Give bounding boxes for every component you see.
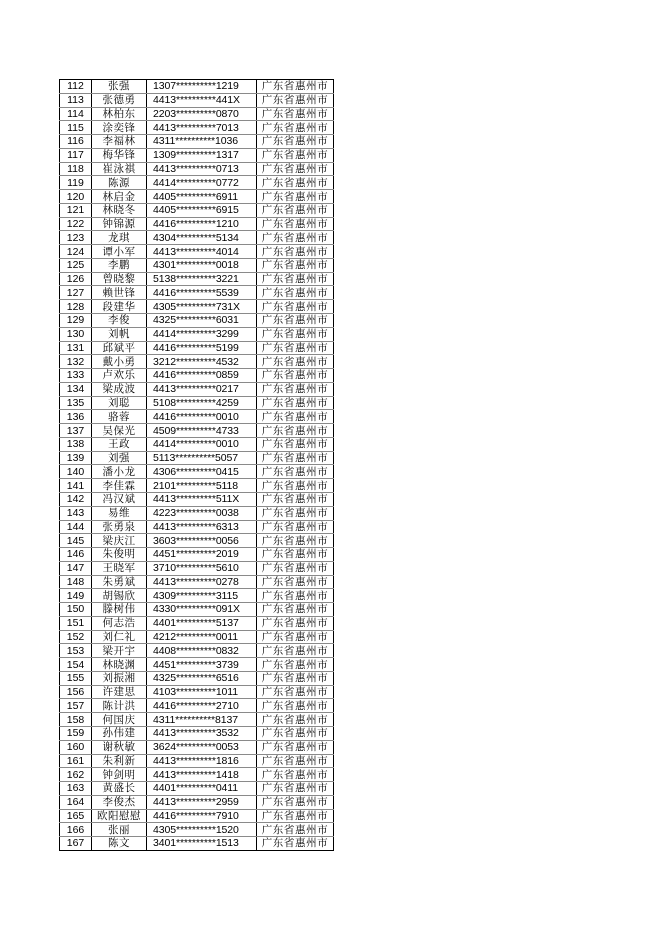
row-number-cell: 118 [60, 162, 92, 176]
id-number-cell: 4311**********8137 [147, 713, 257, 727]
address-cell: 广东省惠州市 [257, 658, 334, 672]
id-number-cell: 4325**********6031 [147, 314, 257, 328]
person-name-cell: 钟锦源 [92, 217, 147, 231]
table-row [60, 203, 334, 217]
table-row [60, 479, 334, 493]
person-name-cell: 李福林 [92, 135, 147, 149]
row-number-cell: 144 [60, 520, 92, 534]
person-name-cell: 李佳霖 [92, 479, 147, 493]
row-number-cell: 164 [60, 795, 92, 809]
address-cell: 广东省惠州市 [257, 382, 334, 396]
person-name-cell: 何志浩 [92, 616, 147, 630]
table-row [60, 699, 334, 713]
table-row [60, 740, 334, 754]
table-row [60, 272, 334, 286]
id-number-cell: 4401**********5137 [147, 616, 257, 630]
row-number-cell: 159 [60, 726, 92, 740]
address-cell: 广东省惠州市 [257, 726, 334, 740]
table-row [60, 176, 334, 190]
address-cell: 广东省惠州市 [257, 203, 334, 217]
address-cell: 广东省惠州市 [257, 231, 334, 245]
address-cell: 广东省惠州市 [257, 795, 334, 809]
id-number-cell: 4401**********0411 [147, 782, 257, 796]
table-row [60, 437, 334, 451]
person-name-cell: 梁成波 [92, 382, 147, 396]
row-number-cell: 153 [60, 644, 92, 658]
id-number-cell: 4416**********2710 [147, 699, 257, 713]
row-number-cell: 113 [60, 93, 92, 107]
address-cell: 广东省惠州市 [257, 479, 334, 493]
table-row [60, 135, 334, 149]
id-number-cell: 4413**********441X [147, 93, 257, 107]
address-cell: 广东省惠州市 [257, 190, 334, 204]
id-number-cell: 4408**********0832 [147, 644, 257, 658]
id-number-cell: 4413**********511X [147, 492, 257, 506]
table-row [60, 671, 334, 685]
person-name-cell: 张强 [92, 80, 147, 94]
address-cell: 广东省惠州市 [257, 396, 334, 410]
person-name-cell: 涂奕锋 [92, 121, 147, 135]
table-row [60, 107, 334, 121]
id-number-cell: 4103**********1011 [147, 685, 257, 699]
row-number-cell: 161 [60, 754, 92, 768]
id-number-cell: 4413**********1816 [147, 754, 257, 768]
table-row [60, 327, 334, 341]
roster-table-body [60, 80, 334, 851]
address-cell: 广东省惠州市 [257, 616, 334, 630]
table-row [60, 644, 334, 658]
row-number-cell: 121 [60, 203, 92, 217]
id-number-cell: 4509**********4733 [147, 424, 257, 438]
person-name-cell: 邱斌平 [92, 341, 147, 355]
row-number-cell: 157 [60, 699, 92, 713]
table-row [60, 355, 334, 369]
id-number-cell: 4311**********1036 [147, 135, 257, 149]
id-number-cell: 4416**********7910 [147, 809, 257, 823]
table-row [60, 589, 334, 603]
id-number-cell: 4416**********1210 [147, 217, 257, 231]
person-name-cell: 李俊杰 [92, 795, 147, 809]
table-row [60, 548, 334, 562]
person-name-cell: 朱勇斌 [92, 575, 147, 589]
id-number-cell: 2203**********0870 [147, 107, 257, 121]
table-row [60, 754, 334, 768]
address-cell: 广东省惠州市 [257, 451, 334, 465]
address-cell: 广东省惠州市 [257, 93, 334, 107]
address-cell: 广东省惠州市 [257, 286, 334, 300]
address-cell: 广东省惠州市 [257, 300, 334, 314]
table-row [60, 630, 334, 644]
id-number-cell: 4416**********0859 [147, 369, 257, 383]
row-number-cell: 151 [60, 616, 92, 630]
id-number-cell: 5138**********3221 [147, 272, 257, 286]
person-name-cell: 崔泳祺 [92, 162, 147, 176]
id-number-cell: 4413**********1418 [147, 768, 257, 782]
address-cell: 广东省惠州市 [257, 809, 334, 823]
person-name-cell: 刘振湘 [92, 671, 147, 685]
person-name-cell: 刘帆 [92, 327, 147, 341]
id-number-cell: 4413**********2959 [147, 795, 257, 809]
person-name-cell: 刘仁礼 [92, 630, 147, 644]
table-row [60, 451, 334, 465]
address-cell: 广东省惠州市 [257, 272, 334, 286]
address-cell: 广东省惠州市 [257, 575, 334, 589]
address-cell: 广东省惠州市 [257, 506, 334, 520]
address-cell: 广东省惠州市 [257, 217, 334, 231]
table-row [60, 603, 334, 617]
id-number-cell: 5113**********5057 [147, 451, 257, 465]
table-row [60, 93, 334, 107]
row-number-cell: 129 [60, 314, 92, 328]
person-name-cell: 吴保光 [92, 424, 147, 438]
id-number-cell: 2101**********5118 [147, 479, 257, 493]
table-row [60, 768, 334, 782]
person-name-cell: 滕树伟 [92, 603, 147, 617]
row-number-cell: 115 [60, 121, 92, 135]
person-name-cell: 何国庆 [92, 713, 147, 727]
address-cell: 广东省惠州市 [257, 162, 334, 176]
id-number-cell: 4416**********5199 [147, 341, 257, 355]
id-number-cell: 4325**********6516 [147, 671, 257, 685]
address-cell: 广东省惠州市 [257, 465, 334, 479]
row-number-cell: 128 [60, 300, 92, 314]
row-number-cell: 116 [60, 135, 92, 149]
id-number-cell: 4451**********3739 [147, 658, 257, 672]
address-cell: 广东省惠州市 [257, 837, 334, 851]
person-name-cell: 刘强 [92, 451, 147, 465]
address-cell: 广东省惠州市 [257, 369, 334, 383]
row-number-cell: 132 [60, 355, 92, 369]
person-name-cell: 骆蓉 [92, 410, 147, 424]
address-cell: 广东省惠州市 [257, 176, 334, 190]
id-number-cell: 4416**********0010 [147, 410, 257, 424]
person-name-cell: 王晓军 [92, 561, 147, 575]
row-number-cell: 119 [60, 176, 92, 190]
person-name-cell: 陈计洪 [92, 699, 147, 713]
table-row [60, 520, 334, 534]
address-cell: 广东省惠州市 [257, 685, 334, 699]
row-number-cell: 134 [60, 382, 92, 396]
row-number-cell: 117 [60, 148, 92, 162]
address-cell: 广东省惠州市 [257, 740, 334, 754]
address-cell: 广东省惠州市 [257, 699, 334, 713]
table-row [60, 286, 334, 300]
person-name-cell: 梁庆江 [92, 534, 147, 548]
person-name-cell: 谢秋敏 [92, 740, 147, 754]
table-row [60, 809, 334, 823]
row-number-cell: 166 [60, 823, 92, 837]
person-name-cell: 卢欢乐 [92, 369, 147, 383]
person-name-cell: 林晓渊 [92, 658, 147, 672]
row-number-cell: 162 [60, 768, 92, 782]
table-row [60, 726, 334, 740]
row-number-cell: 127 [60, 286, 92, 300]
id-number-cell: 4413**********0713 [147, 162, 257, 176]
person-name-cell: 李俊 [92, 314, 147, 328]
person-name-cell: 林晓冬 [92, 203, 147, 217]
person-name-cell: 林柏东 [92, 107, 147, 121]
address-cell: 广东省惠州市 [257, 548, 334, 562]
person-name-cell: 戴小勇 [92, 355, 147, 369]
id-number-cell: 4305**********731X [147, 300, 257, 314]
address-cell: 广东省惠州市 [257, 768, 334, 782]
table-row [60, 341, 334, 355]
row-number-cell: 143 [60, 506, 92, 520]
address-cell: 广东省惠州市 [257, 823, 334, 837]
row-number-cell: 123 [60, 231, 92, 245]
id-number-cell: 4223**********0038 [147, 506, 257, 520]
id-number-cell: 4301**********0018 [147, 258, 257, 272]
row-number-cell: 142 [60, 492, 92, 506]
id-number-cell: 4413**********0217 [147, 382, 257, 396]
row-number-cell: 141 [60, 479, 92, 493]
table-row [60, 506, 334, 520]
id-number-cell: 4304**********5134 [147, 231, 257, 245]
row-number-cell: 131 [60, 341, 92, 355]
address-cell: 广东省惠州市 [257, 355, 334, 369]
row-number-cell: 124 [60, 245, 92, 259]
person-name-cell: 胡锡欣 [92, 589, 147, 603]
address-cell: 广东省惠州市 [257, 327, 334, 341]
id-number-cell: 4413**********0278 [147, 575, 257, 589]
address-cell: 广东省惠州市 [257, 107, 334, 121]
table-row [60, 80, 334, 94]
row-number-cell: 112 [60, 80, 92, 94]
person-name-cell: 张丽 [92, 823, 147, 837]
table-row [60, 217, 334, 231]
person-name-cell: 孙伟建 [92, 726, 147, 740]
table-row [60, 148, 334, 162]
id-number-cell: 4414**********0772 [147, 176, 257, 190]
person-name-cell: 易维 [92, 506, 147, 520]
table-row [60, 575, 334, 589]
address-cell: 广东省惠州市 [257, 341, 334, 355]
id-number-cell: 4414**********3299 [147, 327, 257, 341]
person-name-cell: 朱利新 [92, 754, 147, 768]
roster-table [59, 79, 334, 851]
person-name-cell: 许建思 [92, 685, 147, 699]
row-number-cell: 137 [60, 424, 92, 438]
row-number-cell: 130 [60, 327, 92, 341]
person-name-cell: 冯汉斌 [92, 492, 147, 506]
table-row [60, 162, 334, 176]
table-row [60, 561, 334, 575]
table-row [60, 658, 334, 672]
person-name-cell: 刘聪 [92, 396, 147, 410]
address-cell: 广东省惠州市 [257, 713, 334, 727]
row-number-cell: 125 [60, 258, 92, 272]
row-number-cell: 167 [60, 837, 92, 851]
row-number-cell: 133 [60, 369, 92, 383]
row-number-cell: 135 [60, 396, 92, 410]
table-row [60, 231, 334, 245]
id-number-cell: 3401**********1513 [147, 837, 257, 851]
address-cell: 广东省惠州市 [257, 630, 334, 644]
address-cell: 广东省惠州市 [257, 671, 334, 685]
address-cell: 广东省惠州市 [257, 245, 334, 259]
id-number-cell: 3603**********0056 [147, 534, 257, 548]
id-number-cell: 1307**********1219 [147, 80, 257, 94]
row-number-cell: 136 [60, 410, 92, 424]
address-cell: 广东省惠州市 [257, 520, 334, 534]
address-cell: 广东省惠州市 [257, 258, 334, 272]
table-row [60, 382, 334, 396]
id-number-cell: 4405**********6911 [147, 190, 257, 204]
person-name-cell: 李鹏 [92, 258, 147, 272]
row-number-cell: 138 [60, 437, 92, 451]
row-number-cell: 140 [60, 465, 92, 479]
id-number-cell: 4414**********0010 [147, 437, 257, 451]
row-number-cell: 147 [60, 561, 92, 575]
table-row [60, 713, 334, 727]
row-number-cell: 145 [60, 534, 92, 548]
row-number-cell: 114 [60, 107, 92, 121]
address-cell: 广东省惠州市 [257, 534, 334, 548]
row-number-cell: 156 [60, 685, 92, 699]
table-row [60, 795, 334, 809]
table-row [60, 837, 334, 851]
table-row [60, 245, 334, 259]
table-row [60, 782, 334, 796]
person-name-cell: 梁开宇 [92, 644, 147, 658]
person-name-cell: 曾晓黎 [92, 272, 147, 286]
table-row [60, 685, 334, 699]
person-name-cell: 龙琪 [92, 231, 147, 245]
person-name-cell: 梅华锋 [92, 148, 147, 162]
row-number-cell: 165 [60, 809, 92, 823]
table-row [60, 424, 334, 438]
person-name-cell: 欧阳慰慰 [92, 809, 147, 823]
id-number-cell: 4451**********2019 [147, 548, 257, 562]
row-number-cell: 154 [60, 658, 92, 672]
table-row [60, 300, 334, 314]
address-cell: 广东省惠州市 [257, 148, 334, 162]
id-number-cell: 4305**********1520 [147, 823, 257, 837]
address-cell: 广东省惠州市 [257, 410, 334, 424]
row-number-cell: 148 [60, 575, 92, 589]
address-cell: 广东省惠州市 [257, 561, 334, 575]
person-name-cell: 陈文 [92, 837, 147, 851]
person-name-cell: 陈源 [92, 176, 147, 190]
table-row [60, 492, 334, 506]
address-cell: 广东省惠州市 [257, 589, 334, 603]
id-number-cell: 3212**********4532 [147, 355, 257, 369]
id-number-cell: 4309**********3115 [147, 589, 257, 603]
address-cell: 广东省惠州市 [257, 782, 334, 796]
row-number-cell: 155 [60, 671, 92, 685]
address-cell: 广东省惠州市 [257, 603, 334, 617]
address-cell: 广东省惠州市 [257, 492, 334, 506]
row-number-cell: 150 [60, 603, 92, 617]
id-number-cell: 1309**********1317 [147, 148, 257, 162]
person-name-cell: 王政 [92, 437, 147, 451]
address-cell: 广东省惠州市 [257, 424, 334, 438]
table-row [60, 410, 334, 424]
id-number-cell: 4413**********6313 [147, 520, 257, 534]
person-name-cell: 钟剑明 [92, 768, 147, 782]
person-name-cell: 谭小军 [92, 245, 147, 259]
row-number-cell: 139 [60, 451, 92, 465]
id-number-cell: 4405**********6915 [147, 203, 257, 217]
person-name-cell: 黄盛长 [92, 782, 147, 796]
id-number-cell: 4212**********0011 [147, 630, 257, 644]
table-row [60, 190, 334, 204]
person-name-cell: 林启金 [92, 190, 147, 204]
person-name-cell: 张德勇 [92, 93, 147, 107]
row-number-cell: 126 [60, 272, 92, 286]
id-number-cell: 4330**********091X [147, 603, 257, 617]
id-number-cell: 3624**********0053 [147, 740, 257, 754]
id-number-cell: 3710**********5610 [147, 561, 257, 575]
table-row [60, 369, 334, 383]
row-number-cell: 158 [60, 713, 92, 727]
id-number-cell: 4413**********4014 [147, 245, 257, 259]
table-row [60, 258, 334, 272]
person-name-cell: 赖世锋 [92, 286, 147, 300]
row-number-cell: 122 [60, 217, 92, 231]
row-number-cell: 146 [60, 548, 92, 562]
id-number-cell: 5108**********4259 [147, 396, 257, 410]
row-number-cell: 160 [60, 740, 92, 754]
address-cell: 广东省惠州市 [257, 437, 334, 451]
address-cell: 广东省惠州市 [257, 121, 334, 135]
table-row [60, 121, 334, 135]
table-row [60, 534, 334, 548]
id-number-cell: 4413**********3532 [147, 726, 257, 740]
person-name-cell: 朱俊明 [92, 548, 147, 562]
id-number-cell: 4306**********0415 [147, 465, 257, 479]
row-number-cell: 149 [60, 589, 92, 603]
id-number-cell: 4416**********5539 [147, 286, 257, 300]
person-name-cell: 段建华 [92, 300, 147, 314]
table-row [60, 396, 334, 410]
row-number-cell: 152 [60, 630, 92, 644]
address-cell: 广东省惠州市 [257, 644, 334, 658]
address-cell: 广东省惠州市 [257, 754, 334, 768]
address-cell: 广东省惠州市 [257, 314, 334, 328]
address-cell: 广东省惠州市 [257, 80, 334, 94]
table-row [60, 314, 334, 328]
person-name-cell: 张勇泉 [92, 520, 147, 534]
person-name-cell: 潘小龙 [92, 465, 147, 479]
table-row [60, 823, 334, 837]
row-number-cell: 120 [60, 190, 92, 204]
id-number-cell: 4413**********7013 [147, 121, 257, 135]
table-row [60, 616, 334, 630]
row-number-cell: 163 [60, 782, 92, 796]
table-row [60, 465, 334, 479]
address-cell: 广东省惠州市 [257, 135, 334, 149]
